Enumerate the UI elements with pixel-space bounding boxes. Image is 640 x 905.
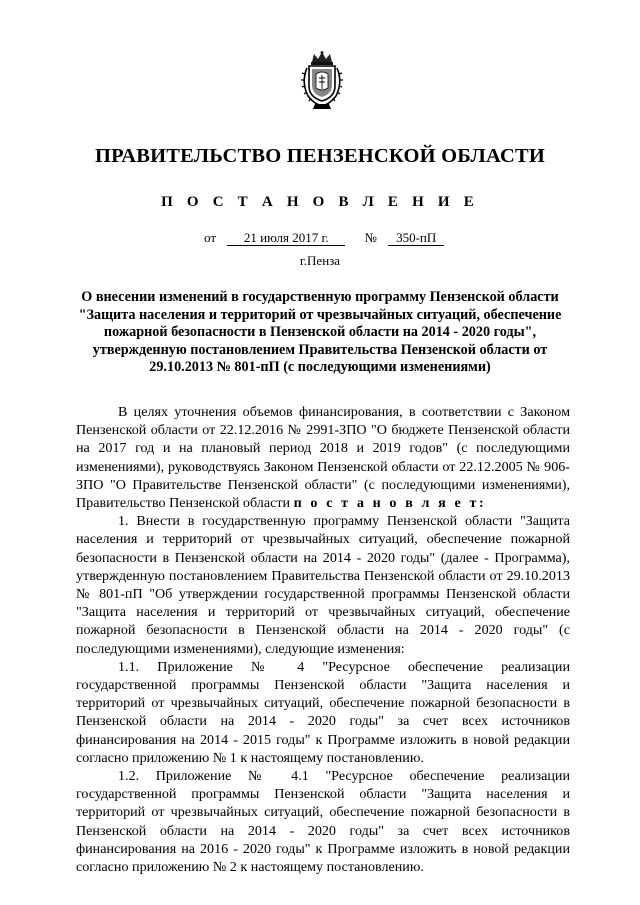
body-paragraph-item-1-1: 1.1. Приложение № 4 "Ресурсное обеспечение реализации государственной программы Пензенской области "Защита населения и территорий от чрезвычайных ситуаций, обеспечение пожарной безопасности в Пензенской области на 2014 - 2020 годы" за счет всех источников финансирования на 2014 - 2015 годы" к Программе изложить в новой редакции согласно приложению № 1 к настоящему постановлению. [76,658,570,766]
preamble-text: В целях уточнения объемов финансирования, в соответствии с Законом Пензенской области от 22.12.2016 № 2991-ЗПО "О бюджете Пензенской области на 2017 год и на плановый период 2018 и 2019 годов" (с последующими изменениями), руководствуясь Законом Пензенской области от 22.12.2005 № 906-ЗПО "О Правительстве Пензенской области" (с последующими изменениями), Правительство Пензенской области [76,404,570,512]
city-name: г.Пенза [299,253,341,268]
document-body [76,403,570,876]
body-paragraph-preamble [76,403,570,512]
coat-of-arms-emblem [298,50,346,110]
body-paragraph-item-1-2: 1.2. Приложение № 4.1 "Ресурсное обеспечение реализации государственной программы Пензенской области "Защита населения и территорий от чрезвычайных ситуаций, обеспечение пожарной безопасности в Пензенской области на 2014 - 2020 годы" за счет всех источников финансирования на 2016 - 2020 годы" к Программе изложить в новой редакции согласно приложению № 2 к настоящему постановлению. [76,768,570,876]
decides-word: п о с т а н о в л я е т: [293,495,487,512]
number-prefix: № [364,230,377,245]
body-paragraph-item-1: 1. Внести в государственную программу Пензенской области "Защита населения и территорий от чрезвычайных ситуаций, обеспечение пожарной безопасности в Пензенской области на 2014 - 2020 годы" (далее - Программа), утвержденную постановлением Правительства Пензенской области от 29.10.2013 № 801-пП "Об утверждении государственной программы Пензенской области "Защита населения и территорий от чрезвычайных ситуаций, обеспечение пожарной безопасности в Пензенской области на 2014 - 2020 годы" (с последующими изменениями), следующие изменения: [76,513,570,657]
document-title: О внесении изменений в государственную программу Пензенской области "Защита населения и территорий от чрезвычайных ситуаций, обеспечение пожарной безопасности в Пензенской области на 2014 - 2020 годы", утвержденную постановлением Правительства Пензенской области от 29.10.2013 № 801-пП (с последующими изменениями) [78,289,562,376]
document-date: 21 июля 2017 г. [227,231,345,246]
document-number: 350-пП [388,231,444,246]
date-prefix: от [204,230,217,245]
date-number-line [204,230,444,246]
document-type-heading: П О С Т А Н О В Л Е Н И Е [161,194,479,210]
government-name-heading: ПРАВИТЕЛЬСТВО ПЕНЗЕНСКОЙ ОБЛАСТИ [95,145,545,167]
